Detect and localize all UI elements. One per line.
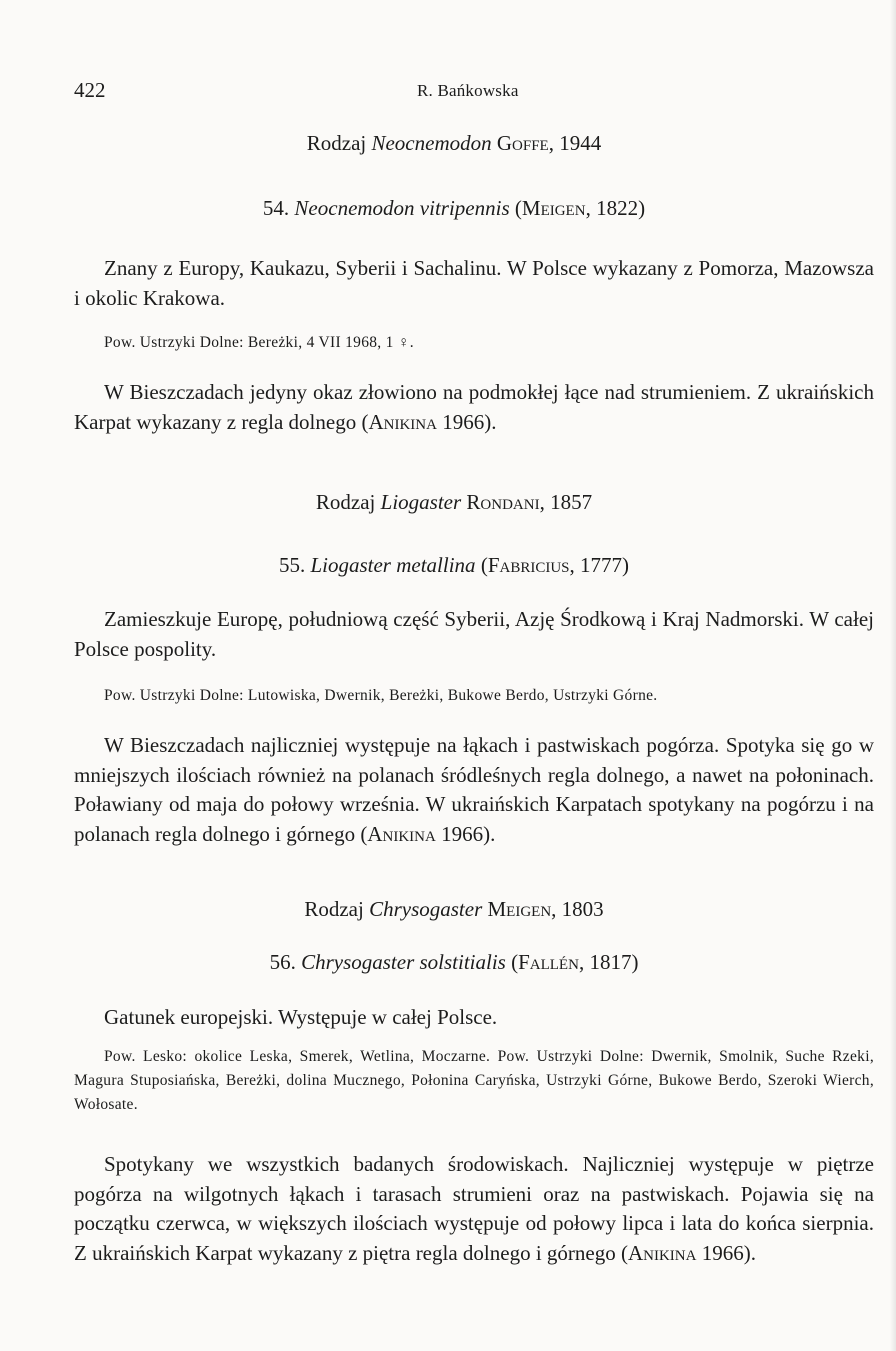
genus-year: , 1803	[551, 897, 604, 921]
genus-heading-chrysogaster	[74, 897, 834, 922]
citation-author: Anikina	[368, 409, 437, 434]
genus-author: Meigen	[487, 897, 552, 921]
records-paragraph-54: Pow. Ustrzyki Dolne: Bereżki, 4 VII 1968, 1 ♀.	[104, 334, 414, 351]
species-heading-54	[74, 196, 834, 221]
species-author: Fallén	[518, 950, 579, 974]
species-year: , 1817)	[578, 950, 639, 974]
page-number: 422	[74, 78, 106, 102]
genus-author: Goffe	[496, 131, 549, 155]
genus-heading-prefix: Rodzaj	[306, 131, 372, 155]
genus-name: Chrysogaster	[369, 897, 483, 921]
species-name: Liogaster metallina	[310, 553, 476, 577]
citation-author: Anikina	[627, 1240, 697, 1265]
distribution-paragraph-55: Zamieszkuje Europę, południową część Syberii, Azję Środkową i Kraj Nadmorski. W całej Polsce pospolity.	[74, 607, 874, 661]
notes-text: W Bieszczadach najliczniej występuje na łąkach i pastwiskach pogórza. Spotyka się go w mniejszych ilościach również na polanach śródleśnych regla dolnego, a nawet na połoninach. Poławiany od maja do połowy września. W ukraińskich Karpatach spotykany na pogórzu i na polanach regla dolnego i górnego (	[74, 733, 874, 846]
species-year: , 1777)	[569, 553, 630, 577]
genus-name: Neocnemodon	[371, 131, 492, 155]
species-author-open: (	[475, 553, 488, 577]
genus-heading-prefix: Rodzaj	[304, 897, 370, 921]
species-year: , 1822)	[585, 196, 646, 220]
species-heading-56	[74, 950, 834, 975]
citation-year: 1966).	[436, 409, 497, 434]
species-author: Fabricius	[487, 553, 570, 577]
notes-paragraph-56	[74, 1150, 874, 1268]
genus-heading-liogaster	[74, 490, 834, 515]
genus-author: Rondani	[466, 490, 540, 514]
species-number: 55.	[278, 553, 311, 577]
genus-year: , 1944	[548, 131, 602, 155]
species-number: 56.	[269, 950, 302, 974]
distribution-paragraph-56: Gatunek europejski. Występuje w całej Polsce.	[104, 1005, 498, 1029]
running-head-author: R. Bańkowska	[417, 81, 519, 100]
genus-heading-prefix: Rodzaj	[315, 490, 381, 514]
genus-year: , 1857	[539, 490, 593, 514]
notes-text: W Bieszczadach jedyny okaz złowiono na podmokłej łące nad strumieniem. Z ukraińskich Karpat wykazany z regla dolnego (	[74, 380, 874, 434]
notes-text: Spotykany we wszystkich badanych środowiskach. Najliczniej występuje w piętrze pogórza na wilgotnych łąkach i tarasach strumieni oraz na pastwiskach. Pojawia się na początku czerwca, w większych ilościach występuje od połowy lipca i lata do końca sierpnia. Z ukraińskich Karpat wykazany z piętra regla dolnego i górnego (	[74, 1152, 874, 1265]
records-paragraph-55: Pow. Ustrzyki Dolne: Lutowiska, Dwernik, Bereżki, Bukowe Berdo, Ustrzyki Górne.	[104, 687, 658, 704]
distribution-paragraph-54: Znany z Europy, Kaukazu, Syberii i Sachalinu. W Polsce wykazany z Pomorza, Mazowsza i okolic Krakowa.	[74, 256, 874, 310]
citation-year: 1966).	[696, 1240, 756, 1265]
citation-author: Anikina	[367, 821, 436, 846]
species-author-open: (	[505, 950, 519, 974]
records-paragraph-56: Pow. Lesko: okolice Leska, Smerek, Wetlina, Moczarne. Pow. Ustrzyki Dolne: Dwernik, Smolnik, Suche Rzeki, Magura Stuposiańska, Bereżki, dolina Mucznego, Połonina Caryńska, Ustrzyki Górne, Bukowe Berdo, Szeroki Wierch, Wołosate.	[74, 1048, 874, 1113]
page-edge-shadow	[890, 0, 896, 1351]
genus-name: Liogaster	[380, 490, 462, 514]
running-head	[74, 78, 834, 102]
citation-year: 1966).	[435, 821, 496, 846]
species-author: Meigen	[521, 196, 586, 220]
species-author-open: (	[509, 196, 522, 220]
species-heading-55	[74, 553, 834, 578]
species-name: Neocnemodon vitripennis	[294, 196, 510, 220]
notes-paragraph-55	[74, 731, 874, 849]
notes-paragraph-54	[74, 378, 874, 437]
species-number: 54.	[262, 196, 295, 220]
genus-heading-neocnemodon	[74, 131, 834, 156]
species-name: Chrysogaster solstitialis	[301, 950, 506, 974]
